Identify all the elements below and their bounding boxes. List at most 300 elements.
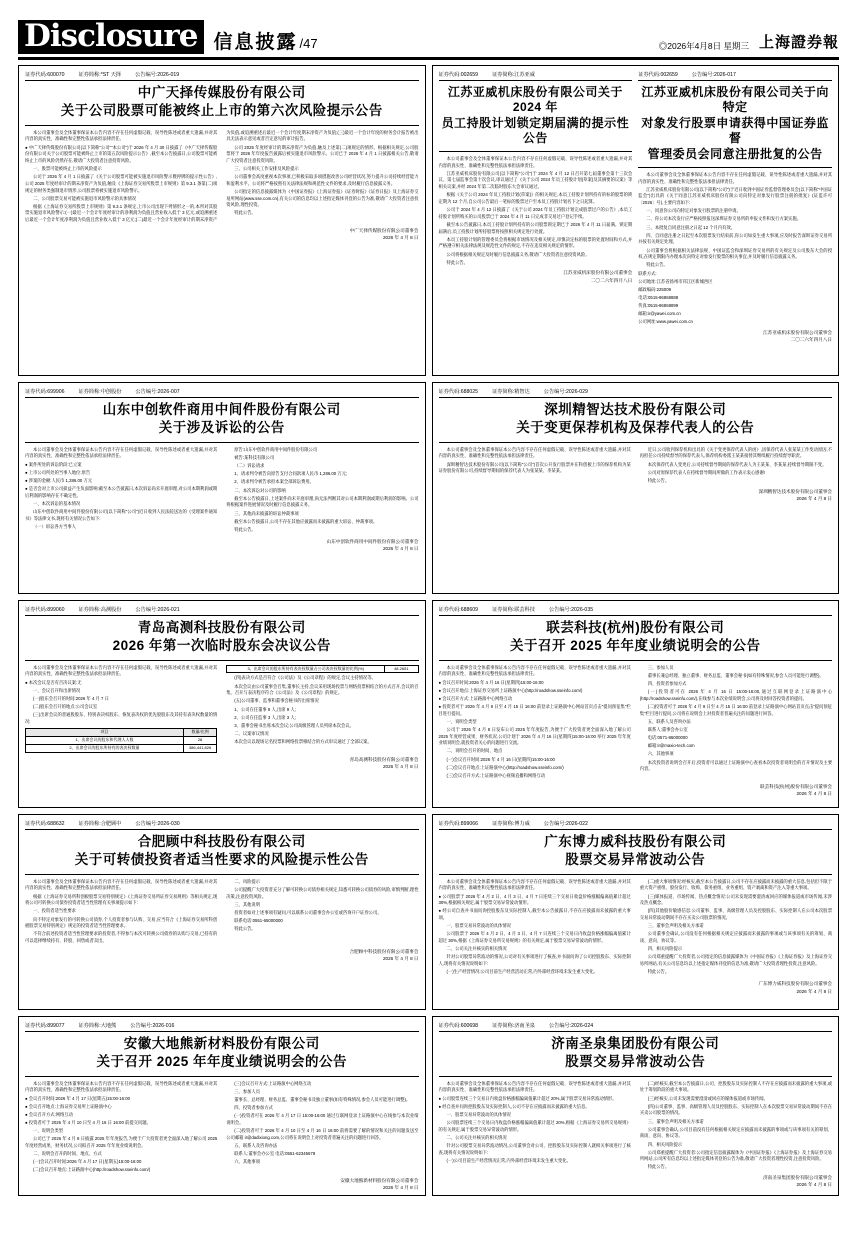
paragraph: 四、相关风险提示 bbox=[647, 946, 683, 952]
security-code: 证券代码:002659 bbox=[638, 72, 678, 78]
notice-card bbox=[432, 814, 840, 1010]
signature bbox=[25, 227, 419, 242]
signature-date: 2026 年 4 月 8 日 bbox=[796, 988, 832, 994]
bullet: ● 会议召开时间:2026 年 4 月 16 日(星期四)15:00-16:00 bbox=[438, 679, 544, 685]
contact-line: 邮箱:ir@yawei.com.cn bbox=[638, 311, 681, 317]
paragraph: 公司指定的信息披露媒体为《中国证券报》《上海证券报》《证券时报》《证券日报》及上海证券交易所网站(www.sse.com.cn),有关公司的信息均以上述指定媒体刊登的公告为准,敬请广大投资者注意投资风险,理性投资。 bbox=[226, 189, 419, 208]
disclaimer: 本公司董事会及全体董事保证本公告内容不存在任何虚假记载、误导性陈述或者重大遗漏,并对其内容的真实性、准确性和完整性依法承担法律责任。 bbox=[25, 1080, 218, 1093]
paragraph: (四)公司董事、监事、高级管理人员及控股股东、实际控制人在本次股票交易异常波动期间不存在买卖公司股票的情况。 bbox=[639, 1103, 832, 1116]
divider bbox=[25, 442, 419, 443]
paragraph: 针对公司股票异常波动的情况,公司对有关事项进行了核查,并书面问询了公司控股股东、实际控制人,现将有关情况说明如下: bbox=[438, 954, 631, 966]
notice-body bbox=[439, 1081, 833, 1171]
notices-grid bbox=[18, 65, 839, 1196]
contact-line: 传真:0515-86868899 bbox=[638, 303, 679, 309]
notice-title: 安徽大地熊新材料股份有限公司 bbox=[123, 1036, 320, 1051]
notice-subtitle: 对象发行股票申请获得中国证券监督 bbox=[641, 116, 829, 145]
paragraph: 一、投资者适当性要求 bbox=[33, 908, 76, 914]
notice-body bbox=[25, 879, 419, 945]
paragraph: 深圳精智达技术股份有限公司(以下简称"公司")首次公开发行股票并在科创板上市的保荐机构为某证券股份有限公司,持续督导期间的保荐代表人为张某某、李某某。 bbox=[438, 461, 631, 474]
paragraph: 董事长、总经理、财务总监、董事会秘书及独立董事(如有特殊情况,参会人员可能进行调整)。 bbox=[234, 1097, 411, 1103]
notice-subtitle: 关于召开 2025 年年度业绩说明会的公告 bbox=[96, 1053, 348, 1069]
divider bbox=[25, 125, 419, 126]
security-code-line bbox=[439, 606, 833, 616]
paragraph: 四、相关风险提示 bbox=[647, 1141, 683, 1147]
paragraph: 三、董事会声明及相关方承诺 bbox=[647, 1118, 704, 1124]
paragraph: 公司董事会确认,公司没有任何根据相关规定应披露而未披露的事项或与该事项有关的筹划、商谈、意向、协议等。 bbox=[639, 931, 832, 943]
signature bbox=[439, 1174, 833, 1189]
paragraph: 本次会议以现场记名投票和网络投票相结合的方式审议通过了全部议案。 bbox=[234, 739, 372, 745]
notice-card bbox=[18, 1016, 426, 1196]
paragraph: (三)媒体报道、市场传闻、热点概念情况:公司未发现需要澄清或回应的媒体报道或市场传闻,未涉及热点概念。 bbox=[639, 893, 832, 906]
announcement-number: 公告编号:2026-016 bbox=[130, 1023, 175, 1029]
announcement-number: 公告编号:2026-017 bbox=[691, 72, 736, 78]
table-cell: 3、出席会议的股东所持有表决权数量占公司表决权数量的比例(%) bbox=[227, 665, 385, 673]
paragraph: (二)会议召开地点:上证路演中心(http://roadshow.sseinfo.com/) bbox=[33, 1167, 151, 1173]
bullet: ● 本次会议是否有否决议案:无 bbox=[25, 679, 82, 685]
paragraph: 四、投资者参加方式 bbox=[234, 1105, 273, 1111]
contact-line: 邮政编码:225009 bbox=[638, 286, 671, 292]
divider bbox=[25, 660, 419, 661]
signature bbox=[25, 756, 419, 771]
signature-date: 2026 年 4 月 8 日 bbox=[796, 790, 832, 796]
paragraph: 二、公司关注并核实的相关情况 bbox=[446, 1134, 507, 1140]
paragraph: 特此公告。 bbox=[646, 262, 668, 268]
paragraph: (二)重大事项情况:经核实,截至本公告披露日,公司不存在应披露而未披露的重大信息,包括但不限于重大资产重组、股份发行、收购、债务重组、业务重组、资产剥离和资产注入等重大事项。 bbox=[639, 878, 832, 891]
paragraph: 向不特定对象发行的可转换公司债券,个人投资者参与认购、交易,应当符合《上海证券交易所科创板股票交易特别规定》规定的投资者适当性管理要求。 bbox=[25, 916, 218, 929]
security-code: 证券代码:899077 bbox=[25, 1023, 65, 1029]
table-row bbox=[26, 744, 217, 752]
paragraph: 三、其他尚未披露的诉讼仲裁事项 bbox=[234, 510, 299, 516]
signature bbox=[25, 1177, 419, 1192]
notice-body bbox=[439, 447, 833, 485]
paragraph: 一、股票交易异常波动的具体情况 bbox=[446, 1111, 511, 1117]
paragraph: 公司董事会高度重视本次事项,已积极采取多项措施改善公司经营状况,努力提升公司持续经营能力和盈利水平。公司将严格按照有关法律法规和规范性文件的要求,及时履行信息披露义务。 bbox=[226, 174, 419, 186]
paragraph: 五、联系人及咨询办法 bbox=[647, 718, 691, 724]
signature bbox=[439, 783, 833, 798]
paragraph: 联系人:董事会办公室 bbox=[647, 727, 688, 732]
paragraph: 特此公告。 bbox=[647, 969, 670, 975]
signature-date: 2026 年 4 月 8 日 bbox=[383, 546, 419, 552]
paragraph: 公司郑重提醒广大投资者,公司指定的信息披露媒体为《中国证券报》《上海证券报》及上海证券交易所网站,有关公司信息均以上述指定媒体刊登的信息为准,敬请广大投资者理性投资,注意风险。 bbox=[639, 954, 832, 966]
paragraph: 公司股票于 2026 年 4 月 2 日、4 月 3 日、4 月 7 日连续三个交易日内收盘价格涨幅偏离值累计超过 30%,根据《上海证券交易所交易规则》的有关规定,属于股票交易异常波动的情形。 bbox=[438, 931, 631, 943]
paragraph: 截至本公告披露日,上述案件尚未开庭审理,尚无法判断其对公司本期利润或期后利润的影响。公司将根据案件进展情况及时履行信息披露义务。 bbox=[226, 495, 419, 508]
security-short-name: 证券简称:大地熊 bbox=[78, 1023, 117, 1029]
paragraph: 一、同意你公司向特定对象发行股票的注册申请。 bbox=[646, 208, 741, 214]
paragraph: 公司 2025 年度经审计的期末净资产为负值,触及上述第(二)项规定的情形。根据相关规定,公司股票将于 2026 年年度报告披露后被实施退市风险警示。公司已于 2026 年 4 月 1 日披露相关公告,敬请广大投资者注意投资风险。 bbox=[226, 144, 419, 163]
paragraph: 江苏亚威机床股份有限公司(以下简称"公司")于 2024 年 4 月 12 日召开第七届董事会第十三次会议、第七届监事会第十次会议,审议通过了《关于公司 2024 年员工持股计划(草案)及其摘要的议案》等相关议案,并经 2024 年第二次临时股东大会审议通过。 bbox=[438, 170, 633, 190]
announcement-number: 公告编号:2026-030 bbox=[135, 821, 180, 827]
paragraph: 一、会议召开和出席情况 bbox=[33, 687, 81, 693]
paragraph: 三、本批复自同意注册之日起 12 个月内有效。 bbox=[646, 224, 736, 230]
table-cell: 28 bbox=[183, 736, 216, 744]
contact-line: 公司地址:江苏省扬州市邗江区新城西区 bbox=[638, 278, 713, 284]
bullet: ● 案件所处的诉讼阶段:已立案 bbox=[25, 461, 82, 467]
paragraph: 五、联系人及咨询办法 bbox=[234, 1143, 278, 1148]
paragraph: (二)投资者可于 2026 年 4 月 10 日至 4 月 16 日 16:00 前将需要了解的情况和关注的问题发送至公司邮箱 ir@dadixiong.com,公司将在说明会上对投资者普遍关注的问题进行回答。 bbox=[226, 1128, 419, 1140]
signature-date: 2026 年 4 月 8 日 bbox=[796, 495, 832, 501]
notice-card bbox=[18, 382, 426, 594]
paragraph: (二)会议召开地点:上证路演中心(http://roadshow.sseinfo.com/) bbox=[446, 764, 564, 770]
paragraph: 公司郑重提醒广大投资者:公司指定信息披露媒体为《中国证券报》《上海证券报》及上海证券交易所网站,公司所有信息均以上述指定媒体刊登的公告为准,敬请广大投资者理性投资,注意投资风险。 bbox=[639, 1149, 832, 1162]
paragraph: 六、其他事项 bbox=[234, 1159, 261, 1165]
paragraph: 二、说明会召开的时间、地点、方式 bbox=[33, 1151, 102, 1157]
announcement-number: 公告编号:2026-019 bbox=[135, 72, 180, 78]
paragraph: 针对公司股票交易异常波动情况,公司董事会对公司、控股股东及实际控制人就相关事项进行了核查,现将有关情况说明如下: bbox=[438, 1143, 631, 1155]
bullet: ● 会议召开方式:上证路演中心网络互动 bbox=[438, 695, 513, 701]
paragraph: 公司将根据相关规定及时履行信息披露义务,敬请广大投资者注意投资风险。 bbox=[446, 251, 590, 257]
security-code: 证券代码:899060 bbox=[25, 607, 65, 613]
paragraph: 公司股票连续三个交易日内收盘价格涨幅偏离值累计超过 20%,根据《上海证券交易所交易规则》的有关规定,属于股票交易异常波动的情形。 bbox=[438, 1120, 631, 1132]
table-header: 数量/比例 bbox=[183, 728, 216, 736]
paragraph: (一)会议召开时间:2026 年 4 月 17 日(星期五)15:00-16:00 bbox=[33, 1159, 142, 1165]
paragraph: 三、公司相关工作安排及风险提示 bbox=[234, 166, 299, 172]
bullet: ● 会议召开地点:上海证券交易所上证路演中心 bbox=[25, 1103, 112, 1109]
masthead-paper-name: 上海證券報 bbox=[758, 33, 839, 51]
security-code-line bbox=[25, 606, 419, 616]
notice-subtitle: 2026 年第一次临时股东会决议公告 bbox=[112, 637, 331, 653]
signature-company: 中广天择传媒股份有限公司董事会 bbox=[349, 227, 419, 233]
bullet: ● 经自查并问询控股股东及实际控制人,公司不存在应披露而未披露的重大信息。 bbox=[438, 1103, 590, 1109]
paragraph: 联系电话:0551-65000000 bbox=[234, 918, 283, 924]
paragraph: 根据《上海证券交易所股票上市规则》第 9.3.1 条规定,上市公司出现下列情形之一的,本所对其股票实施退市风险警示:(一)最近一个会计年度经审计的净利润为负值且营业收入低于 3 亿元,或追溯重述后最近一个会计年度净利润为负值且营业收入低于 3 亿元;(二)最近一个会计年度经审计的期末净资产为负值,或追溯重述后最近一个会计年度期末净资产为负值;(三)最近一个会计年度的财务会计报告被出具无法表示意见或者否定意见的审计报告。 bbox=[25, 129, 419, 223]
paragraph: 一、本次诉讼的基本情况 bbox=[33, 500, 81, 506]
notice-body bbox=[25, 665, 419, 753]
paragraph: (一)生产经营情况:公司目前生产经营活动正常,内外部经营环境未发生重大变化。 bbox=[446, 969, 598, 975]
security-short-name: 证券简称:江苏亚威 bbox=[492, 72, 535, 78]
disclaimer: 本公司董事会及全体董事保证本公告内容不存在任何虚假记载、误导性陈述或者重大遗漏,并对其内容的真实性、准确性和完整性依法承担法律责任。 bbox=[25, 664, 218, 677]
security-code: 证券代码:688025 bbox=[438, 389, 479, 395]
security-short-name: 证券简称:中创股份 bbox=[78, 389, 122, 395]
masthead-section-title: 信息披露 bbox=[213, 32, 298, 53]
paragraph: 四、投资者参加方式 bbox=[647, 681, 687, 687]
paragraph: 特此公告。 bbox=[234, 926, 256, 932]
paragraph: 1、公司在任董事 9 人,出席 9 人; bbox=[234, 706, 296, 712]
table-row bbox=[26, 736, 217, 744]
notice-body bbox=[439, 879, 833, 978]
security-short-name: 证券简称:精智达 bbox=[492, 389, 530, 395]
announcement-number: 公告编号:2026-029 bbox=[543, 389, 588, 395]
notice-title: 联芸科技(杭州)股份有限公司 bbox=[546, 620, 725, 635]
notice-title: 深圳精智达技术股份有限公司 bbox=[544, 402, 727, 417]
paragraph: (三)会议召开方式:上证路演中心视频直播和网络互动 bbox=[446, 772, 546, 778]
signature-date: 2026 年 4 月 8 日 bbox=[383, 235, 419, 241]
notice-subtitle: 关于召开 2025 年年度业绩说明会的公告 bbox=[509, 637, 761, 653]
security-code-line bbox=[25, 388, 419, 398]
disclaimer: 本公司董事会及全体董事保证本公告内容不存在任何虚假记载、误导性陈述或者重大遗漏,并对其内容的真实性、准确性和完整性依法承担法律责任。 bbox=[25, 446, 218, 459]
paragraph: 截至本公告披露日,公司不存在其他应披露而未披露的重大诉讼、仲裁事项。 bbox=[234, 518, 378, 524]
security-code-line bbox=[25, 820, 419, 830]
paragraph: 特此公告。 bbox=[647, 1164, 670, 1170]
paragraph: (四)表决方式是否符合《公司法》及《公司章程》的规定,会议主持情况等。 bbox=[234, 675, 376, 681]
divider bbox=[25, 1076, 419, 1077]
disclaimer: 本公司董事会及全体董事保证本公告内容不存在任何虚假记载、误导性陈述或者重大遗漏,并对其内容的真实性、准确性和完整性依法承担法律责任。 bbox=[25, 129, 218, 142]
bullet: ● 上市公司所处的当事人地位:原告 bbox=[25, 469, 91, 475]
paragraph: 一、股票可能被终止上市的风险提示 bbox=[33, 166, 102, 172]
bullet: ● 公司股票于 2026 年 4 月 2 日、4 月 3 日、4 月 7 日连续三个交易日收盘价格涨幅偏离值累计超过 30%,根据相关规定,属于股票交易异常波动情形。 bbox=[438, 893, 631, 906]
notice-card bbox=[432, 1016, 840, 1196]
paragraph: 近日,公司收到保荐机构出具的《关于变更保荐代表人的函》,因保荐代表人张某某工作变动原因,不再担任公司持续督导的保荐代表人,保荐机构委派王某某接替其继续履行持续督导职责。 bbox=[639, 446, 832, 459]
divider bbox=[439, 1076, 833, 1077]
security-code-line bbox=[439, 388, 833, 398]
paragraph: 一、股票交易异常波动的具体情况 bbox=[446, 923, 511, 929]
signature-company: 联芸科技(杭州)股份有限公司董事会 bbox=[760, 783, 832, 789]
table-row bbox=[227, 665, 418, 673]
masthead-page-number: /47 bbox=[299, 36, 318, 51]
signature bbox=[439, 980, 833, 995]
contact-line: 公司网址:www.yawei.com.cn bbox=[638, 319, 693, 325]
divider bbox=[25, 874, 419, 875]
paragraph: 一、说明会类型 bbox=[33, 1128, 64, 1134]
security-short-name: 证券简称:*ST 天择 bbox=[78, 72, 122, 78]
security-short-name: 证券简称:合肥顾中 bbox=[78, 821, 122, 827]
paragraph: 一、说明会类型 bbox=[446, 718, 477, 724]
paragraph: 公司董事会将根据相关法律法规、中国证监会和深圳证券交易所的有关规定及公司股东大会的授权,在规定期限内办理本次向特定对象发行股票的相关事宜,并及时履行信息披露义务。 bbox=[638, 247, 832, 260]
paragraph: 2、公司在任监事 3 人,出席 3 人; bbox=[234, 714, 296, 720]
security-code: 证券代码:600698 bbox=[438, 1023, 479, 1029]
announcement-number: 公告编号:2026-024 bbox=[548, 1023, 594, 1029]
notice-body bbox=[25, 1081, 419, 1174]
paragraph: 原告:山东中创软件商用中间件股份有限公司 bbox=[234, 446, 318, 452]
paragraph: 截至本公告披露日,本员工持股计划所持有的公司股票锁定期已于 2026 年 4 月 11 日届满。锁定期届满后,员工持股计划所持股票将按照相关规定进行处置。 bbox=[438, 221, 633, 234]
paragraph: (三)经核实,公司未发现需要澄清或回应的媒体报道或市场传闻。 bbox=[647, 1095, 768, 1101]
disclaimer: 本公司董事会及全体董事保证本公告内容不存在任何虚假记载、误导性陈述或者重大遗漏,并对其内容的真实性、准确性和完整性依法承担法律责任。 bbox=[438, 878, 631, 891]
notice-subtitle: 股票交易异常波动公告 bbox=[565, 1053, 706, 1069]
signature bbox=[439, 488, 833, 503]
signature-date: 2026 年 4 月 8 日 bbox=[796, 1182, 832, 1188]
paragraph: 本员工持股计划的管理委员会将根据市场情况及相关规定,审慎决定标的股票的处置时间和方式,并严格遵守相关法律法规及规范性文件的规定,不存在违反相关规定的情形。 bbox=[438, 236, 633, 249]
paragraph: 1、请求判令被告向原告支付合同款项人民币 1,286.00 万元; bbox=[234, 471, 348, 477]
notice-body bbox=[25, 130, 419, 224]
masthead-right bbox=[659, 31, 839, 54]
paragraph: 特此公告。 bbox=[446, 259, 468, 265]
notice-title: 江苏亚威机床股份有限公司关于向特定 bbox=[641, 85, 829, 114]
disclaimer: 本公司董事会及全体董事保证本公告内容不存在任何虚假记载、误导性陈述或者重大遗漏,并对其内容的真实性、准确性和完整性依法承担法律责任。 bbox=[438, 156, 633, 168]
notice-subtitle: 关于变更保荐机构及保荐代表人的公告 bbox=[516, 419, 755, 435]
paragraph: 二、风险提示 bbox=[234, 878, 261, 884]
paragraph: 特此公告。 bbox=[234, 210, 256, 216]
paragraph: 六、其他事项 bbox=[647, 751, 674, 757]
paragraph: 二、议案审议情况 bbox=[234, 731, 269, 737]
notice-title: 合肥顾中科技股份有限公司 bbox=[137, 834, 306, 849]
paragraph: 本次会议由公司董事会召集,董事长主持,会议采用现场投票与网络投票相结合的方式召开,会议的召集、召开与表决程序符合《公司法》及《公司章程》的规定。 bbox=[226, 683, 419, 696]
paragraph: (一)股东会召开的时间:2026 年 4 月 7 日 bbox=[33, 695, 109, 701]
divider bbox=[439, 660, 833, 661]
signature-date: 二〇二六年四月八日 bbox=[590, 277, 633, 283]
paragraph: 公司于 2026 年 4 月 1 日披露了《关于公司股票可能被实施退市风险警示暨停牌的提示性公告》,公司 2025 年度经审计的期末净资产为负值,触及《上海证券交易所股票上市规则》第 9.3.1 条第(二)项规定的财务类强制退市情形,公司股票将被实施退市风险警示。 bbox=[25, 174, 218, 193]
paragraph: (三)出席会议的普通股股东、特别表决权股东、恢复表决权的优先股股东及其持有表决权数量的情况: bbox=[25, 712, 218, 724]
masthead-logo: Disclosure bbox=[18, 20, 204, 54]
paragraph: (二)投资者可于 2026 年 4 月 9 日至 4 月 15 日 16:00 前登录上证路演中心网站首页点击"提问预征集"栏目进行提问,公司将在说明会上对投资者普遍关注的问题进行回答。 bbox=[639, 704, 832, 716]
paragraph: 根据《关于公司 2024 年员工持股计划(草案)》的相关规定,本员工持股计划所持有的标的股票的锁定期为 12 个月,自公司公告最后一笔标的股票过户至本员工持股计划名下之日起算。 bbox=[438, 192, 633, 204]
paragraph: （一）诉讼各方当事人 bbox=[33, 523, 76, 529]
paragraph: 联系人:董事会办公室 电话:0551-62345678 bbox=[234, 1151, 316, 1157]
paragraph: 二、本次诉讼对公司的影响 bbox=[234, 487, 286, 493]
paragraph: 江苏亚威机床股份有限公司(以下简称"公司")于近日收到中国证券监督管理委员会(以下简称"中国证监会")出具的《关于同意江苏亚威机床股份有限公司向特定对象发行股票注册的批复》(证监许可〔2026〕号),主要内容如下: bbox=[638, 186, 832, 206]
announcement-number: 公告编号:2026-022 bbox=[543, 821, 588, 827]
paragraph: 公司于 2026 年 4 月 8 日发布公司 2025 年年度报告,为便于广大投资者更全面深入地了解公司 2025 年度经营成果、财务状况,公司计划于 2026 年 4 月 16 日(星期四)15:00-16:00 举行 2025 年年度业绩说明会,就投资者关心的问题进行交流。 bbox=[438, 727, 631, 746]
divider bbox=[638, 167, 832, 168]
security-code-line bbox=[638, 71, 832, 81]
paragraph: (一)投资者可在 2026 年 4 月 17 日 15:00-16:00 通过互联网登录上证路演中心在线参与本次业绩说明会。 bbox=[226, 1113, 419, 1126]
paragraph: 三、参加人员 bbox=[234, 1088, 261, 1094]
paragraph: 特此公告。 bbox=[647, 477, 670, 483]
paragraph: (四)其他股价敏感信息:公司董事、监事、高级管理人员及控股股东、实际控制人在公司本次股票交易异常波动期间不存在买卖公司股票的情况。 bbox=[639, 908, 832, 921]
notice-card bbox=[432, 65, 840, 376]
paragraph: 被告:某科技有限公司 bbox=[234, 454, 275, 460]
notice-card bbox=[18, 600, 426, 808]
signature-company: 深圳精智达技术股份有限公司董事会 bbox=[758, 488, 832, 494]
paragraph: 根据《上海证券交易所科创板股票交易特别规定》《上海证券交易所证券交易规则》等相关规定,现将公司可转换公司债券投资者适当性管理有关事项提示如下: bbox=[25, 893, 218, 906]
signature bbox=[25, 538, 419, 553]
paragraph: （二）诉讼请求 bbox=[234, 463, 265, 469]
paragraph: 特此公告。 bbox=[234, 526, 256, 532]
notice-title: 山东中创软件商用中间件股份有限公司 bbox=[102, 402, 341, 417]
paragraph: 二、公司股票交易可能被实施退市风险警示的具体情况 bbox=[33, 195, 137, 201]
notice-subtitle: 关于可转债投资者适当性要求的风险提示性公告 bbox=[74, 851, 369, 867]
bullet: ● 中广天择传媒股份有限公司(以下简称"公司""本公司")于 2026 年 4 月 30 日披露了《中广天择传媒股份有限公司关于公司股票可能被终止上市的第五次风险提示公告》,截至本公告披露日,公司股票可能被终止上市的风险仍然存在,敬请广大投资者注意投资风险。 bbox=[25, 144, 218, 163]
paragraph: (一)公司目前生产经营情况正常,内外部经营环境未发生重大变化。 bbox=[446, 1157, 571, 1163]
paragraph: 投资者如对上述事项有疑问,可以联系公司董事会办公室或咨询开户证券公司。 bbox=[234, 909, 382, 915]
notice-title: 江苏亚威机床股份有限公司关于 2024 年 bbox=[447, 85, 623, 114]
table-cell: 386,441,826 bbox=[183, 744, 216, 752]
paragraph: 电话:0571-86000000 bbox=[647, 735, 688, 741]
security-code-line bbox=[439, 71, 633, 81]
security-code: 证券代码:600070 bbox=[25, 72, 65, 78]
paragraph: 2、请求判令被告承担本案全部诉讼费用。 bbox=[234, 479, 314, 485]
signature-company: 山东中创软件商用中间件股份有限公司董事会 bbox=[326, 538, 419, 544]
bullet: ● 会议召开方式:网络互动 bbox=[25, 1111, 73, 1117]
table-cell: 1、出席会议的股东和代理人人数 bbox=[26, 736, 184, 744]
announcement-number: 公告编号:2026-007 bbox=[135, 389, 180, 395]
disclaimer: 本公司董事会及全体董事保证本公告内容不存在任何虚假记载、误导性陈述或者重大遗漏,并对其内容的真实性、准确性和完整性依法承担法律责任。 bbox=[438, 446, 631, 459]
notice-subtitle: 股票交易异常波动公告 bbox=[565, 851, 706, 867]
security-code: 证券代码:899066 bbox=[438, 821, 479, 827]
disclaimer: 本公司董事会及全体董事保证本公告内容不存在任何虚假记载、误导性陈述或者重大遗漏,并对其内容的真实性、准确性和完整性依法承担法律责任。 bbox=[638, 172, 832, 184]
notice-title: 青岛高测科技股份有限公司 bbox=[137, 620, 306, 635]
contact-title: 联系方式: bbox=[638, 270, 657, 276]
paragraph: 不符合前述投资者适当性管理要求的投资者,不得参与本次可转换公司债券的认购与交易,已持有的可以选择继续持有、转股、回售或者卖出。 bbox=[25, 931, 218, 943]
notice-title: 中广天择传媒股份有限公司 bbox=[137, 85, 306, 100]
security-code: 证券代码:699906 bbox=[25, 389, 65, 395]
signature-company: 青岛高测科技股份有限公司董事会 bbox=[349, 756, 419, 762]
contact-line: 电话:0515-86868888 bbox=[638, 295, 679, 300]
paragraph: 三、参加人员 bbox=[647, 664, 674, 670]
paragraph: 公司已于 2026 年 4 月 8 日披露 2025 年年度报告,为便于广大投资者更全面深入地了解公司 2025 年度经营成果、财务状况,公司拟召开 2025 年年度业绩说明会。 bbox=[25, 1136, 218, 1148]
paragraph: 二、你公司本次发行应严格按照报送深圳证券交易所的申报文件和发行方案实施。 bbox=[646, 216, 801, 222]
security-short-name: 证券简称:济南圣泉 bbox=[492, 1023, 535, 1029]
notice-subtitle-2: 管理委员会同意注册批复的公告 bbox=[647, 147, 823, 161]
security-code-line bbox=[439, 1022, 833, 1032]
notice-card bbox=[432, 600, 840, 808]
bullet: ● 会议召开地点:上海证券交易所上证路演中心(http://roadshow.sseinfo.com/) bbox=[438, 687, 583, 693]
notice-body bbox=[638, 172, 832, 326]
table-cell: 2、出席会议的股东所持有的表决权数量 bbox=[26, 744, 184, 752]
notice-subtitle: 关于公司股票可能被终止上市的第六次风险提示公告 bbox=[60, 102, 383, 118]
paragraph: 本次保荐代表人变更后,公司持续督导期间的保荐代表人为王某某、李某某,持续督导期限不变。 bbox=[647, 461, 827, 467]
notice-title: 济南圣泉集团股份有限公司 bbox=[551, 1036, 720, 1051]
paragraph: 3、董事会秘书出席本次会议;公司高级管理人员列席本次会议。 bbox=[234, 722, 354, 728]
paragraph: 董事长兼总经理、独立董事、财务总监、董事会秘书(如有特殊情况,参会人员可能进行调整)。 bbox=[647, 672, 824, 678]
security-code: 证券代码:688632 bbox=[25, 821, 65, 827]
paragraph: 公司对原保荐代表人在持续督导期间所做的工作表示衷心感谢! bbox=[647, 469, 765, 475]
signature-company: 广东博力威科技股份有限公司董事会 bbox=[758, 981, 832, 987]
paragraph: (一)会议召开时间:2026 年 4 月 16 日(星期四)15:00-16:00 bbox=[446, 756, 555, 762]
paragraph: 公司董事会确认,公司目前没有任何根据相关规定应披露而未披露的事项或与该事项有关的筹划、商谈、意向、协议等。 bbox=[639, 1126, 832, 1139]
security-short-name: 证券简称:博力威 bbox=[492, 821, 530, 827]
notice-title: 广东博力威科技股份有限公司 bbox=[544, 834, 727, 849]
signature-company: 安徽大地熊新材料股份有限公司董事会 bbox=[340, 1178, 419, 1184]
paragraph: 四、自同意注册之日起至本次股票发行结束前,你公司如发生重大事项,应及时报告深圳证券交易所并按有关规定处理。 bbox=[638, 232, 832, 245]
signature-date: 2026 年 4 月 8 日 bbox=[383, 956, 419, 961]
paragraph: 山东中创软件商用中间件股份有限公司(以下简称"公司")近日收到人民法院送达的《受理案件通知书》等法律文书,现将有关情况公告如下: bbox=[25, 509, 218, 521]
notice-body bbox=[25, 447, 419, 535]
security-short-name: 证券简称:联芸科技 bbox=[492, 607, 535, 613]
signature-date: 二〇二六年四月八日 bbox=[790, 337, 832, 343]
paragraph: (三)会议召开方式:上证路演中心网络互动 bbox=[234, 1080, 312, 1086]
notice-card bbox=[432, 382, 840, 594]
signature bbox=[439, 269, 633, 284]
paragraph: (二)经核实,截至本公告披露日,公司、控股股东及实际控制人不存在应披露而未披露的重大事项,或处于筹划阶段的重大事项。 bbox=[639, 1080, 832, 1093]
paragraph: 二、公司关注并核实的相关情况 bbox=[446, 946, 507, 952]
paragraph: (五)公司董事、监事和董事会秘书的出席情况 bbox=[234, 698, 319, 704]
signature-company: 江苏亚威机床股份有限公司董事会 bbox=[763, 330, 832, 336]
security-code-line bbox=[439, 820, 833, 830]
bullet: ● 是否会对上市公司损益产生负面影响:截至本公告披露日,本次诉讼尚未开庭审理,对公司本期利润或期后利润的影响存在不确定性。 bbox=[25, 486, 218, 498]
announcement-number: 公告编号:2026-021 bbox=[135, 607, 180, 613]
table-cell: 48.2651 bbox=[385, 665, 418, 673]
security-code-line bbox=[25, 71, 419, 81]
divider bbox=[439, 442, 833, 443]
signature-date: 2026 年 4 月 8 日 bbox=[383, 1185, 419, 1191]
disclaimer: 本公司董事会及全体董事保证本公告内容不存在任何虚假记载、误导性陈述或者重大遗漏,并对其内容的真实性、准确性和完整性依法承担法律责任。 bbox=[25, 878, 218, 891]
notice-body bbox=[439, 665, 833, 780]
paragraph: 本次投资者说明会召开后,投资者可以通过上证路演中心查看本次投资者说明会的召开情况及主要内容。 bbox=[639, 759, 832, 772]
notice-body bbox=[439, 156, 633, 266]
signature bbox=[25, 948, 419, 963]
masthead bbox=[18, 20, 839, 60]
notice-card bbox=[18, 65, 426, 376]
disclaimer: 本公司董事会及全体董事保证本公告内容不存在任何虚假记载、误导性陈述或者重大遗漏,并对其内容的真实性、准确性和完整性依法承担法律责任。 bbox=[438, 1080, 631, 1093]
security-short-name: 证券简称:高测股份 bbox=[78, 607, 122, 613]
security-code: 证券代码:002659 bbox=[438, 72, 479, 78]
table-header: 项目 bbox=[26, 728, 184, 736]
divider bbox=[439, 874, 833, 875]
announcement-number: 公告编号:2026-035 bbox=[548, 607, 594, 613]
signature-date: 2026 年 4 月 8 日 bbox=[383, 763, 419, 769]
security-code: 证券代码:688609 bbox=[438, 607, 479, 613]
paragraph: (二)股东会召开的地点:公司会议室 bbox=[33, 704, 98, 710]
paragraph: 公司于 2024 年 4 月 12 日披露了《关于公司 2024 年员工持股计划完成股票过户的公告》,本员工持股计划所购买的公司股票已于 2024 年 4 月 11 日完成非交易过户登记手续。 bbox=[438, 207, 633, 219]
paragraph: 三、其他说明 bbox=[234, 901, 261, 907]
paragraph: 三、董事会声明及相关方承诺 bbox=[647, 923, 704, 929]
signature-company: 合肥顾中科技股份有限公司董事会 bbox=[349, 948, 419, 954]
bullet: ● 涉案的金额:人民币 1,286.00 万元 bbox=[25, 477, 93, 483]
bullet: ● 会议召开时间:2026 年 4 月 17 日(星期五)15:00-16:00 bbox=[25, 1095, 131, 1101]
paragraph: 邮箱:ir@maxio-tech.com bbox=[647, 743, 695, 749]
paragraph: (一)投资者可在 2026 年 4 月 16 日 15:00-16:00,通过互联网登录上证路演中心(http://roadshow.sseinfo.com/),在线参与本次业绩说明会,公司将及时回答投资者的提问。 bbox=[639, 689, 832, 701]
paragraph: 二、说明会召开的时间、地点 bbox=[446, 748, 503, 754]
disclaimer: 本公司董事会及全体董事保证本公告内容不存在任何虚假记载、误导性陈述或者重大遗漏,并对其内容的真实性、准确性和完整性依法承担法律责任。 bbox=[438, 664, 631, 677]
signature bbox=[638, 329, 832, 344]
notice-card bbox=[18, 814, 426, 1010]
bullet: ● 公司股票连续三个交易日内收盘价格涨幅偏离值累计超过 20%,属于股票交易异常波动情形。 bbox=[438, 1095, 617, 1101]
notice-subtitle: 关于涉及诉讼的公告 bbox=[158, 419, 285, 435]
divider bbox=[439, 151, 633, 152]
security-code-line bbox=[25, 1022, 419, 1032]
notice-subtitle: 员工持股计划锁定期届满的提示性公告 bbox=[441, 116, 630, 145]
bullet: ● 投资者可于 2026 年 4 月 10 日至 4 月 16 日 16:00 前提交问题。 bbox=[25, 1120, 151, 1126]
masthead-date: ◎2026年4月8日 星期三 bbox=[658, 41, 749, 51]
